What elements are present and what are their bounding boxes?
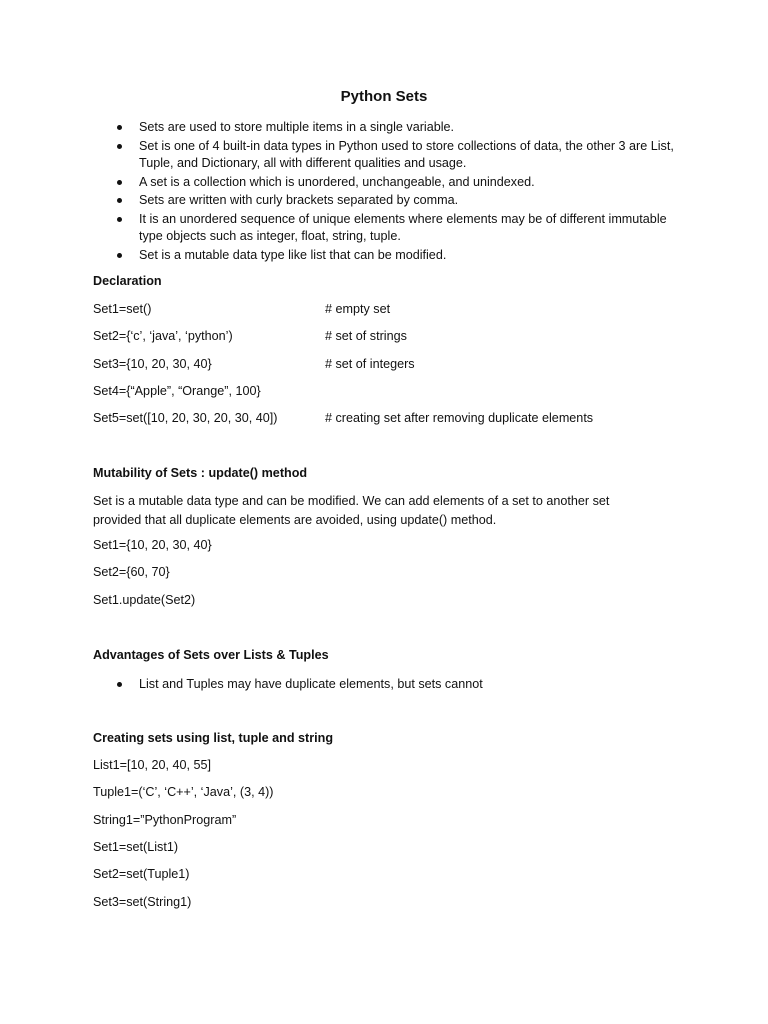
mutability-paragraph: Set is a mutable data type and can be modified. We can add elements of a set to another set provided that all duplicate elements are avoided, using update() method. bbox=[93, 494, 610, 527]
declaration-comment: # empty set bbox=[325, 302, 391, 316]
declaration-code: Set1=set() bbox=[93, 302, 152, 316]
advantages-heading: Advantages of Sets over Lists & Tuples bbox=[93, 648, 329, 662]
declaration-code: Set3={10, 20, 30, 40} bbox=[93, 357, 212, 371]
list-item: Set is one of 4 built-in data types in Python used to store collections of data, the other 3 are List, Tuple, and Dictionary, all with different qualities and usage. bbox=[93, 138, 693, 173]
code-line: Set2={60, 70} bbox=[93, 565, 170, 579]
code-line: Tuple1=(‘C’, ‘C++’, ‘Java’, (3, 4)) bbox=[93, 785, 274, 799]
code-line: Set1.update(Set2) bbox=[93, 593, 196, 607]
declaration-code: Set2={‘c’, ‘java’, ‘python’) bbox=[93, 329, 233, 343]
list-item: List and Tuples may have duplicate elements, but sets cannot bbox=[93, 676, 693, 694]
code-line: Set2=set(Tuple1) bbox=[93, 867, 190, 881]
declaration-code: Set5=set([10, 20, 30, 20, 30, 40]) bbox=[93, 411, 278, 425]
list-item: Set is a mutable data type like list that can be modified. bbox=[93, 247, 693, 265]
intro-bullet-list bbox=[93, 119, 693, 265]
code-line: List1=[10, 20, 40, 55] bbox=[93, 758, 211, 772]
declaration-code: Set4={“Apple”, “Orange”, 100} bbox=[93, 384, 261, 398]
advantages-bullet-list bbox=[93, 676, 693, 694]
declaration-comment: # set of integers bbox=[325, 357, 415, 371]
declaration-heading: Declaration bbox=[93, 274, 162, 288]
list-item: It is an unordered sequence of unique elements where elements may be of different immutable type objects such as integer, float, string, tuple. bbox=[93, 211, 693, 246]
creating-heading: Creating sets using list, tuple and string bbox=[93, 731, 334, 745]
code-line: Set1=set(List1) bbox=[93, 840, 179, 854]
list-item: A set is a collection which is unordered, unchangeable, and unindexed. bbox=[93, 174, 693, 192]
code-line: Set3=set(String1) bbox=[93, 895, 192, 909]
code-line: String1=”PythonProgram” bbox=[93, 813, 237, 827]
code-line: Set1={10, 20, 30, 40} bbox=[93, 538, 212, 552]
declaration-comment: # set of strings bbox=[325, 329, 407, 343]
list-item: Sets are written with curly brackets separated by comma. bbox=[93, 192, 693, 210]
mutability-heading: Mutability of Sets : update() method bbox=[93, 466, 308, 480]
declaration-comment: # creating set after removing duplicate elements bbox=[325, 411, 594, 425]
list-item: Sets are used to store multiple items in a single variable. bbox=[93, 119, 693, 137]
page-title: Python Sets bbox=[340, 88, 428, 105]
